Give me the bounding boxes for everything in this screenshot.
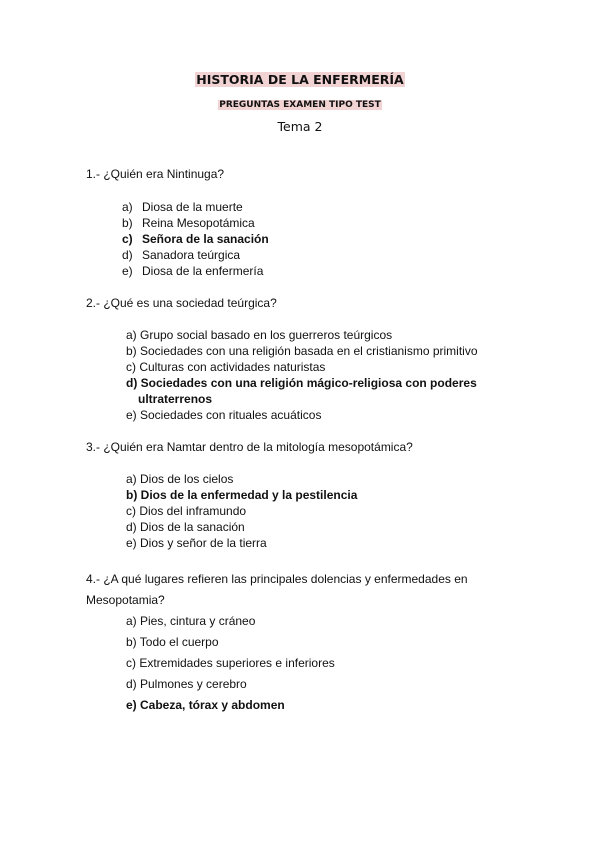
q3-option-e: e) Dios y señor de la tierra [126,536,267,550]
q2-option-a: a) Grupo social basado en los guerreros teúrgicos [126,328,393,342]
q3-option-c: c) Dios del inframundo [126,504,247,518]
question-2: 2.- ¿Qué es una sociedad teúrgica? [86,296,277,310]
q4-option-d: d) Pulmones y cerebro [126,677,247,691]
question-1: 1.- ¿Quién era Nintinuga? [86,167,225,181]
q3-option-b-correct: b) Dios de la enfermedad y la pestilencia [126,488,358,502]
q2-option-b: b) Sociedades con una religión basada en el cristianismo primitivo [126,344,478,358]
q1-option-c-correct: c) Señora de la sanación [122,232,269,246]
q1-option-b: b) Reina Mesopotámica [122,216,255,230]
document-subtitle: PREGUNTAS EXAMEN TIPO TEST [219,100,381,110]
q4-option-e-correct: e) Cabeza, tórax y abdomen [126,698,285,712]
question-4: 4.- ¿A qué lugares refieren las principales dolencias y enfermedades en [86,572,468,586]
q1-option-e: e) Diosa de la enfermería [122,264,264,278]
question-3: 3.- ¿Quién era Namtar dentro de la mitología mesopotámica? [86,440,413,454]
q1-option-a: a) Diosa de la muerte [122,200,243,214]
q4-option-b: b) Todo el cuerpo [126,635,219,649]
topic-label: Tema 2 [277,119,323,134]
document-title: HISTORIA DE LA ENFERMERÍA [196,72,404,87]
q2-option-c: c) Culturas con actividades naturistas [126,360,326,374]
question-4-continuation: Mesopotamia? [86,593,165,607]
q2-option-d-correct: d) Sociedades con una religión mágico-religiosa con poderes [126,376,477,390]
q1-option-d: d) Sanadora teúrgica [122,248,241,262]
q4-option-c: c) Extremidades superiores e inferiores [126,656,335,670]
q4-option-a: a) Pies, cintura y cráneo [126,614,256,628]
q2-option-d-continuation: ultraterrenos [138,392,213,406]
q2-option-e: e) Sociedades con rituales acuáticos [126,408,322,422]
q3-option-d: d) Dios de la sanación [126,520,245,534]
q3-option-a: a) Dios de los cielos [126,472,234,486]
